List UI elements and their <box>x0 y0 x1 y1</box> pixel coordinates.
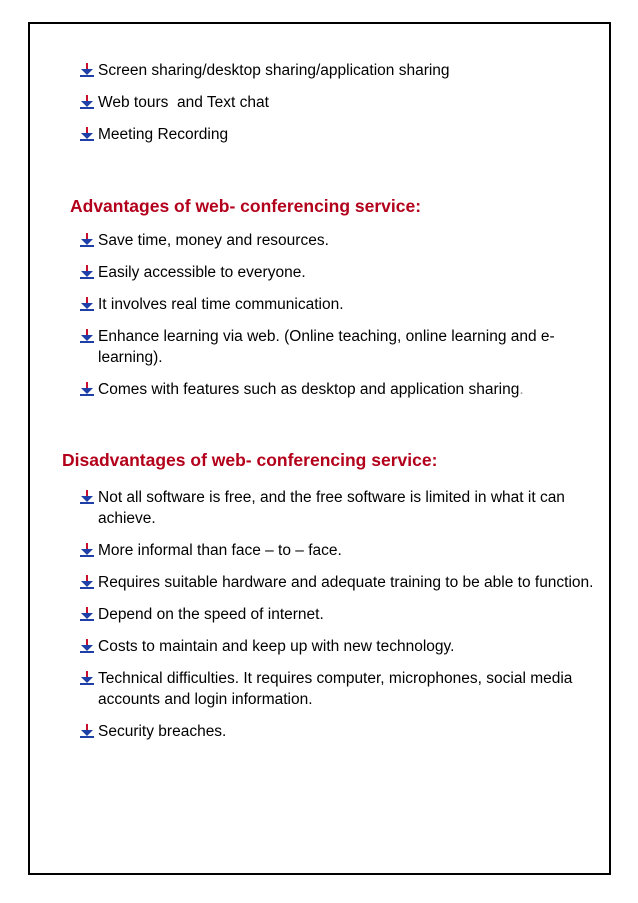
advantages-heading: Advantages of web- conferencing service: <box>70 196 422 216</box>
list-item <box>78 379 598 400</box>
down-arrow-bullet-icon <box>80 671 94 685</box>
down-arrow-bullet-icon <box>80 382 94 396</box>
list-item <box>78 487 598 529</box>
list-item <box>78 294 598 315</box>
list-item-text: Meeting Recording <box>98 126 229 143</box>
list-item-text: More informal than face – to – face. <box>98 542 342 559</box>
list-item-text: Save time, money and resources. <box>98 232 329 249</box>
list-item-text: Requires suitable hardware and adequate training to be able to function. <box>98 574 594 591</box>
down-arrow-bullet-icon <box>80 127 94 141</box>
list-item <box>78 326 598 368</box>
list-item <box>78 636 598 657</box>
down-arrow-bullet-icon <box>80 233 94 247</box>
disadvantages-heading: Disadvantages of web- conferencing service: <box>62 450 438 470</box>
list-item-text: Costs to maintain and keep up with new technology. <box>98 638 455 655</box>
list-item-text: It involves real time communication. <box>98 296 344 313</box>
down-arrow-bullet-icon <box>80 543 94 557</box>
list-item <box>78 92 598 113</box>
list-item-text: Comes with features such as desktop and application sharing <box>98 381 520 398</box>
down-arrow-bullet-icon <box>80 95 94 109</box>
down-arrow-bullet-icon <box>80 490 94 504</box>
list-item <box>78 668 598 710</box>
list-item <box>78 721 598 742</box>
advantages-list <box>78 230 598 411</box>
list-item <box>78 604 598 625</box>
list-item <box>78 572 598 593</box>
list-item <box>78 540 598 561</box>
down-arrow-bullet-icon <box>80 607 94 621</box>
list-item <box>78 60 598 81</box>
trailing-period: . <box>519 381 524 398</box>
list-item <box>78 262 598 283</box>
down-arrow-bullet-icon <box>80 265 94 279</box>
list-item <box>78 230 598 251</box>
disadvantages-list <box>78 487 598 753</box>
list-item-text: Not all software is free, and the free software is limited in what it can achieve. <box>98 489 565 527</box>
down-arrow-bullet-icon <box>80 297 94 311</box>
list-item-text: Technical difficulties. It requires computer, microphones, social media accounts and login information. <box>98 670 573 708</box>
features-list <box>78 60 598 156</box>
down-arrow-bullet-icon <box>80 639 94 653</box>
list-item-text: Enhance learning via web. (Online teaching, online learning and e-learning). <box>98 328 555 366</box>
down-arrow-bullet-icon <box>80 329 94 343</box>
list-item-text: Security breaches. <box>98 723 227 740</box>
list-item-text: Screen sharing/desktop sharing/application sharing <box>98 62 450 79</box>
down-arrow-bullet-icon <box>80 575 94 589</box>
down-arrow-bullet-icon <box>80 724 94 738</box>
list-item-text: Depend on the speed of internet. <box>98 606 324 623</box>
list-item-text: Web tours and Text chat <box>98 94 269 111</box>
list-item <box>78 124 598 145</box>
list-item-text: Easily accessible to everyone. <box>98 264 306 281</box>
down-arrow-bullet-icon <box>80 63 94 77</box>
